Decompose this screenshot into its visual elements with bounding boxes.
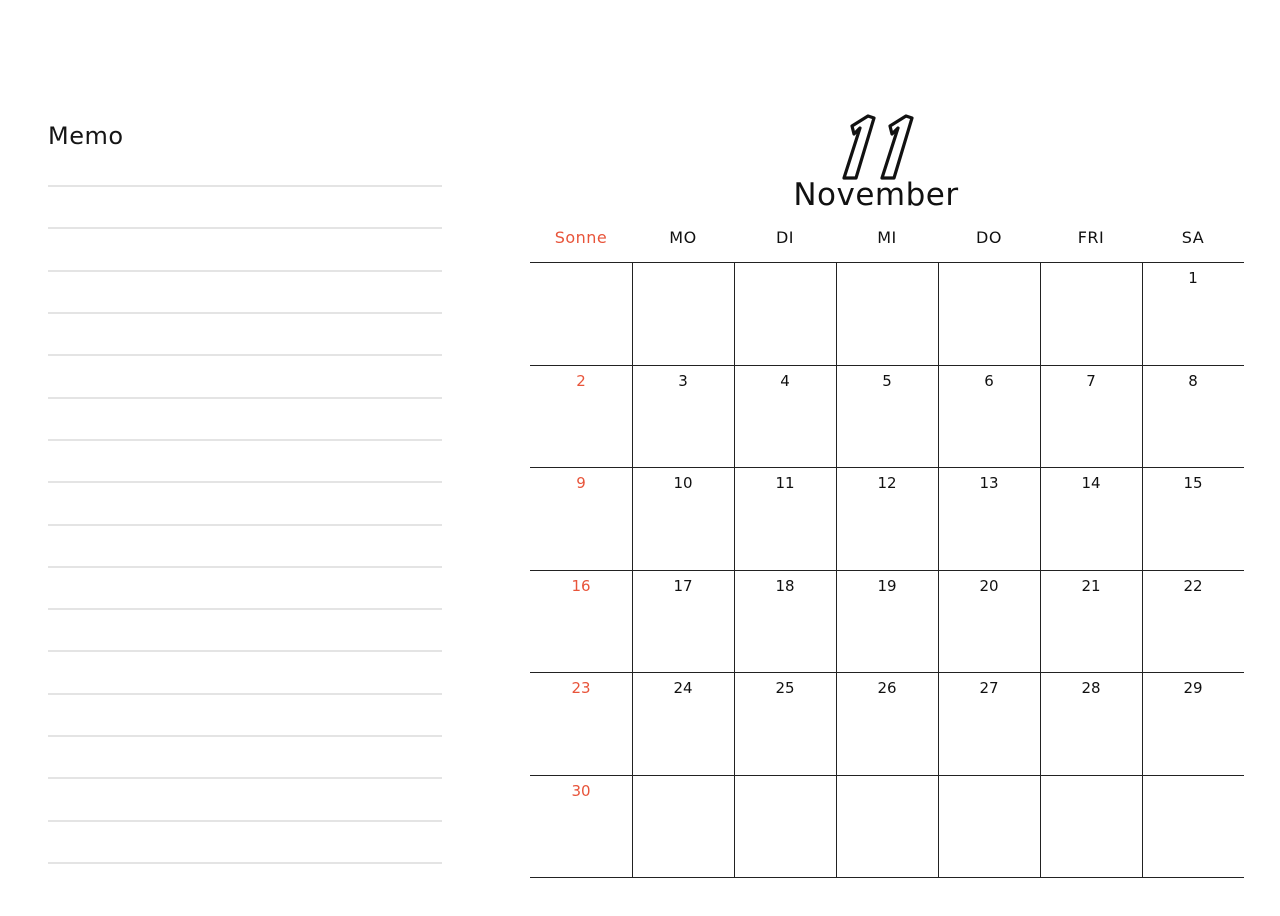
day-number: 19 [877,577,897,595]
day-cell [1142,262,1244,364]
day-number: 12 [877,474,897,492]
weekday-header-row [530,228,1244,256]
day-cell [836,672,938,774]
day-cell [836,262,938,364]
day-cell [632,672,734,774]
day-number: 7 [1086,372,1096,390]
memo-line [48,270,442,272]
weekday-label: DO [976,228,1002,247]
day-cell [1142,672,1244,774]
day-cell [1040,467,1142,569]
day-number: 17 [673,577,693,595]
day-number: 10 [673,474,693,492]
weekday-label: SA [1181,228,1205,247]
memo-line [48,185,442,187]
day-cell [938,262,1040,364]
day-number: 15 [1183,474,1203,492]
day-number: 16 [571,577,591,595]
day-cell [734,570,836,672]
day-cell [836,775,938,877]
day-cell [734,365,836,467]
day-cell [734,672,836,774]
digit-one-right [882,116,912,178]
weekday-label: MI [877,228,897,247]
day-cell [938,775,1040,877]
day-cell [1142,775,1244,877]
day-cell [836,570,938,672]
memo-line [48,566,442,568]
day-cell [632,262,734,364]
memo-line [48,650,442,652]
day-cell [632,467,734,569]
day-cell [530,467,632,569]
grid-row-line [530,877,1244,878]
day-number: 5 [882,372,892,390]
day-cell [938,365,1040,467]
weekday-label: FRI [1077,228,1105,247]
day-number: 24 [673,679,693,697]
month-name: November [793,177,959,213]
memo-line [48,227,442,229]
day-number: 20 [979,577,999,595]
day-number: 1 [1188,269,1198,287]
day-cell [1142,365,1244,467]
day-cell [734,775,836,877]
day-cell [734,467,836,569]
day-number: 11 [775,474,795,492]
memo-line [48,439,442,441]
memo-line [48,354,442,356]
day-number: 8 [1188,372,1198,390]
day-number: 6 [984,372,994,390]
day-number: 29 [1183,679,1203,697]
memo-line [48,312,442,314]
day-number: 22 [1183,577,1203,595]
day-cell [1142,570,1244,672]
memo-line [48,481,442,483]
day-cell [1040,262,1142,364]
day-cell [530,570,632,672]
day-number: 2 [576,372,586,390]
day-cell [632,365,734,467]
memo-line [48,862,442,864]
day-cell [530,672,632,774]
day-number: 18 [775,577,795,595]
weekday-label: Sonne [554,228,608,247]
memo-title: Memo [48,122,124,150]
day-cell [1040,365,1142,467]
memo-line [48,777,442,779]
memo-line [48,820,442,822]
day-cell [836,467,938,569]
memo-line [48,608,442,610]
day-number: 21 [1081,577,1101,595]
calendar-grid [530,262,1244,877]
day-cell [938,467,1040,569]
day-cell [1040,672,1142,774]
memo-lines [48,185,442,875]
day-number: 25 [775,679,795,697]
memo-line [48,397,442,399]
day-cell [836,365,938,467]
day-cell [530,365,632,467]
memo-line [48,735,442,737]
day-cell [1142,467,1244,569]
memo-line [48,693,442,695]
day-cell [1040,570,1142,672]
day-number: 28 [1081,679,1101,697]
day-number: 23 [571,679,591,697]
day-number: 3 [678,372,688,390]
day-cell [530,262,632,364]
day-cell [734,262,836,364]
month-number-graphic [836,112,926,182]
day-cell [632,570,734,672]
weekday-label: MO [669,228,697,247]
day-number: 4 [780,372,790,390]
digit-one-left [844,116,874,178]
day-number: 9 [576,474,586,492]
day-number: 26 [877,679,897,697]
day-cell [938,672,1040,774]
day-cell [1040,775,1142,877]
memo-line [48,524,442,526]
day-cell [938,570,1040,672]
weekday-label: DI [775,228,795,247]
day-number: 30 [571,782,591,800]
day-number: 27 [979,679,999,697]
day-cell [530,775,632,877]
day-number: 14 [1081,474,1101,492]
day-cell [632,775,734,877]
day-number: 13 [979,474,999,492]
